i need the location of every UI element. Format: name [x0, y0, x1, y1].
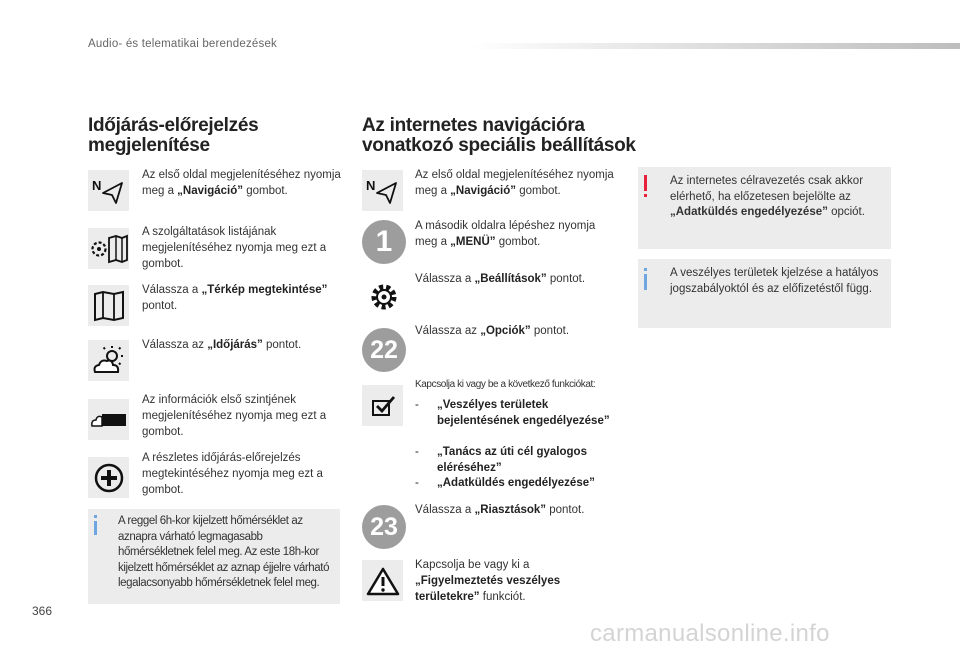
middle-step-menu [415, 218, 615, 250]
info-icon-dot [94, 515, 97, 518]
text-bold: „Időjárás” [207, 339, 263, 351]
page-number: 366 [32, 604, 53, 618]
navigation-icon [88, 170, 129, 211]
settings-map-icon [88, 228, 129, 269]
middle-title-line2: vonatkozó speciális beállítások [362, 135, 636, 156]
text-post: funkciót. [479, 591, 526, 603]
toggle-item-pedestrian [415, 445, 625, 477]
middle-step-hazard-warning [415, 557, 615, 605]
text-post: pontot. [530, 325, 570, 337]
weather-icon [88, 340, 129, 381]
text-post: gombot. [243, 185, 288, 197]
text-post: gombot. [516, 185, 561, 197]
left-step-first-level: Az információk első szintjének megjelenítéséhez nyomja meg ezt a gombot. [142, 394, 327, 438]
text-bold: „Navigáció” [450, 185, 516, 197]
text-pre: Válassza a [415, 273, 475, 285]
list-dash: - [415, 399, 419, 411]
step-number-23: 23 [362, 505, 406, 549]
toggle-item-data-sending [415, 476, 625, 492]
text-bold: „Navigáció” [177, 185, 243, 197]
footer-watermark: carmanualsonline.info [590, 620, 830, 647]
warning-icon [644, 175, 647, 191]
left-step-weather [142, 337, 342, 353]
text-post: pontot. [142, 300, 178, 312]
text-post: opciót. [827, 206, 865, 218]
text-bold: „MENÜ” [450, 236, 496, 248]
info-icon [644, 274, 647, 290]
text-bold: „Figyelmeztetés veszélyes területekre” [415, 575, 561, 603]
text-pre: Az internetes célravezetés csak akkor elérhető, ha előzetesen bejelölte az [670, 175, 864, 203]
left-step-navigation [142, 167, 342, 199]
map-icon [88, 285, 129, 326]
toggle-item-hazard-areas [415, 398, 625, 446]
left-step-map [142, 282, 342, 314]
toggle-intro: Kapcsolja ki vagy be a következő funkciókat: [415, 379, 596, 390]
left-info-note [88, 509, 340, 604]
svg-text:N: N [91, 177, 101, 193]
right-info-note [638, 259, 891, 328]
step-number-1: 1 [362, 220, 406, 264]
text-pre: Kapcsolja be vagy ki a [415, 559, 530, 571]
text-pre: Válassza az [415, 325, 481, 337]
warning-note-text [670, 174, 885, 221]
info-icon [94, 521, 97, 535]
toggle-item-label: „Tanács az úti cél gyalogos eléréséhez” [437, 446, 587, 474]
middle-title-line1: Az internetes navigációra [362, 115, 585, 136]
text-bold: „Riasztások” [474, 504, 547, 516]
gear-icon [362, 275, 406, 319]
right-warning-note [638, 167, 891, 249]
text-post: gombot. [495, 236, 541, 248]
left-step-services: A szolgáltatások listájának megjelenítéséhez nyomja meg ezt a gombot. [142, 226, 327, 270]
middle-step-navigation [415, 167, 615, 199]
header-gradient-bar [470, 43, 960, 49]
left-note-text: A reggel 6h-kor kijelzett hőmérséklet az aznapra várható legmagasabb hőmérsékletnek felel meg. Az este 18h-kor kijelzett hőmérséklet az aznap éjjelre várható legalacsonyabb hőmérsékletnek felel meg. [118, 515, 330, 589]
text-post: pontot. [262, 339, 302, 351]
text-pre: Az első oldal megjelenítéséhez nyomja meg a [415, 169, 614, 197]
step-number-22: 22 [362, 328, 406, 372]
middle-section-title [362, 116, 652, 156]
navigation-icon [362, 170, 403, 211]
text-pre: Válassza a [415, 504, 475, 516]
text-pre: Válassza az [142, 339, 208, 351]
left-title-line1: Időjárás-előrejelzés [88, 115, 259, 136]
text-pre: Válassza a [142, 284, 202, 296]
toggle-item-label: „Veszélyes területek bejelentésének engedélyezése” [437, 399, 610, 427]
text-bold: „Opciók” [480, 325, 531, 337]
text-post: pontot. [546, 504, 585, 516]
middle-step-options [415, 323, 625, 339]
left-step-details: A részletes időjárás-előrejelzés megtekintéséhez nyomja meg ezt a gombot. [142, 452, 323, 496]
warning-triangle-icon [362, 560, 403, 601]
text-bold: „Beállítások” [474, 273, 547, 285]
info-note-text: A veszélyes területek kjelzése a hatályos jogszabályoktól és az előfizetéstől függ. [670, 267, 879, 295]
info-icon-dot [644, 268, 647, 271]
left-title-line2: megjelenítése [88, 135, 210, 156]
list-dash: - [415, 446, 419, 458]
text-bold: „Térkép megtekintése” [201, 284, 328, 296]
toggle-item-label: „Adatküldés engedélyezése” [437, 477, 595, 489]
text-pre: A második oldalra lépéshez nyomja meg a [415, 220, 596, 248]
checkbox-icon [362, 385, 403, 426]
list-dash: - [415, 477, 419, 489]
left-section-title [88, 116, 328, 156]
text-post: pontot. [546, 273, 586, 285]
plus-circle-icon [88, 457, 129, 498]
warning-icon-dot [644, 194, 647, 197]
middle-step-settings [415, 271, 625, 287]
running-header: Audio- és telematikai berendezések [88, 38, 277, 50]
svg-text:N: N [365, 177, 375, 193]
text-bold: „Adatküldés engedélyezése” [670, 206, 828, 218]
middle-step-alerts [415, 502, 625, 518]
text-pre: Az első oldal megjelenítéséhez nyomja meg a [142, 169, 341, 197]
cloud-bar-icon [88, 399, 129, 440]
